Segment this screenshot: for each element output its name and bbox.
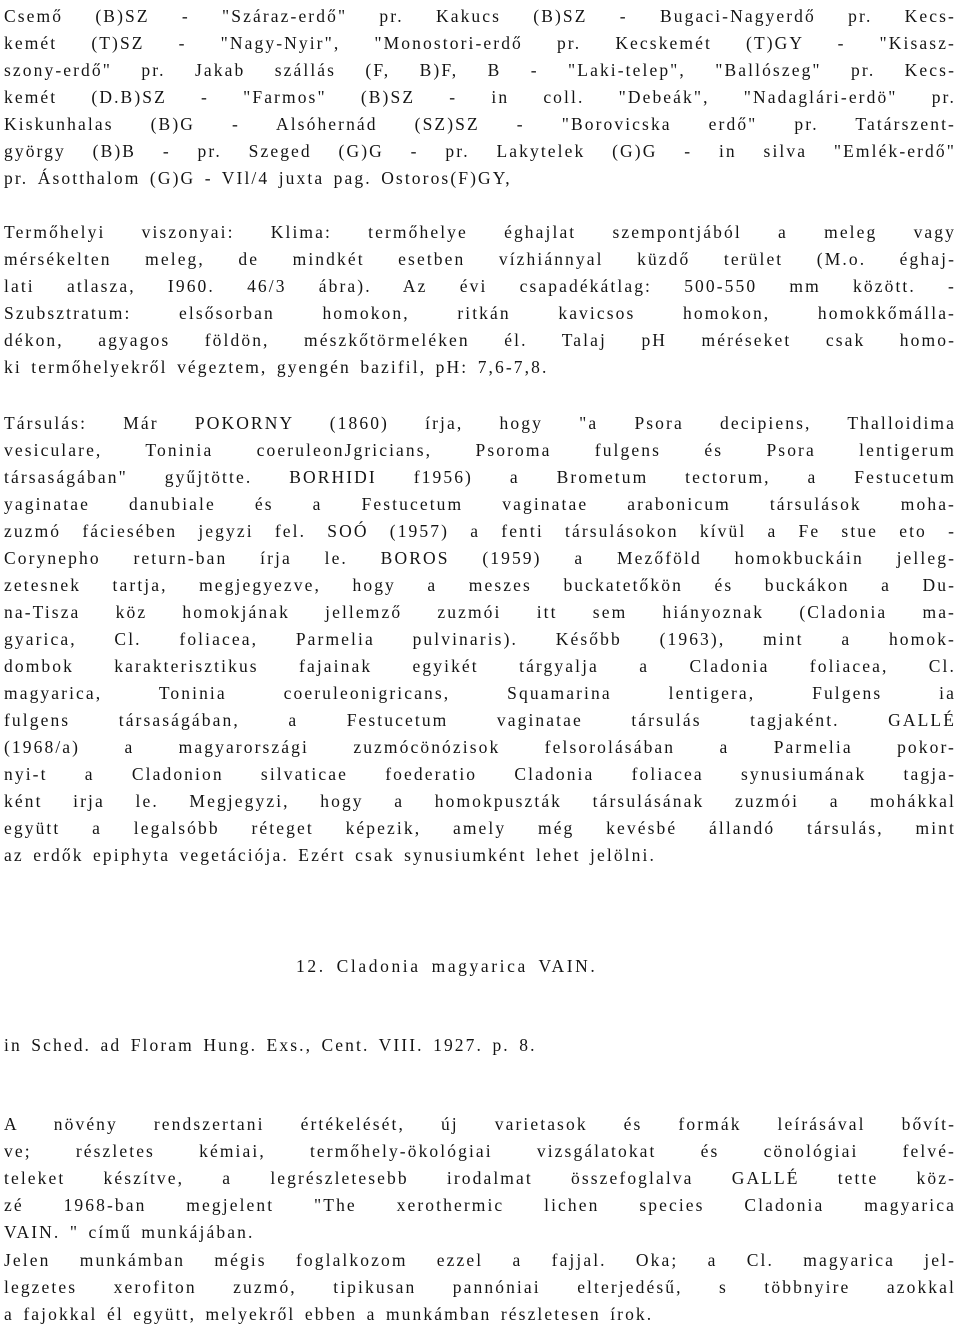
text-line: (1968/a) a magyarországi zuzmócönózisok felsorolásában a Parmelia pokor- bbox=[4, 737, 956, 757]
text-line: ki termőhelyekről végeztem, gyengén bazifil, pH: 7,6-7,8. bbox=[4, 357, 549, 377]
text-line: magyarica, Toninia coeruleonigricans, Squamarina lentigera, Fulgens ia bbox=[4, 683, 956, 703]
text-line: fulgens társaságában, a Festucetum vaginatae társulás tagjaként. GALLÉ bbox=[4, 710, 956, 730]
text-line: ként irja le. Megjegyzi, hogy a homokpuszták társulásának zuzmói a mohákkal bbox=[4, 791, 956, 811]
text-line: Corynepho return-ban írja le. BOROS (1959) a Mezőföld homokbuckáin jelleg- bbox=[4, 548, 956, 568]
text-line: az erdők epiphyta vegetációja. Ezért csak synusiumként lehet jelölni. bbox=[4, 845, 656, 865]
text-line: mérsékelten meleg, de mindkét esetben vízhiánnyal küzdő terület (M.o. éghaj- bbox=[4, 249, 956, 269]
text-line: györgy (B)B - pr. Szeged (G)G - pr. Lakytelek (G)G - in silva "Emlék-erdő" bbox=[4, 141, 956, 161]
text-line: yaginatae danubiale és a Festucetum vaginatae arabonicum társulások moha- bbox=[4, 494, 956, 514]
text-line: társaságában" gyűjtötte. BORHIDI f1956) a Brometum tectorum, a Festucetum bbox=[4, 467, 956, 487]
citation: in Sched. ad Floram Hung. Exs., Cent. VIII. 1927. p. 8. bbox=[4, 1035, 537, 1055]
text-line: együtt a legalsóbb réteget képezik, amely még kevésbé állandó társulás, mint bbox=[4, 818, 956, 838]
text-line: na-Tisza köz homokjának jellemző zuzmói itt sem hiányoznak (Cladonia ma- bbox=[4, 602, 956, 622]
text-line: kemét (D.B)SZ - "Farmos" (B)SZ - in coll. "Debeák", "Nadaglári-erdö" pr. bbox=[4, 87, 956, 107]
text-line: dombok karakterisztikus fajainak egyikét tárgyalja a Cladonia foliacea, Cl. bbox=[4, 656, 956, 676]
text-line: szony-erdő" pr. Jakab szállás (F, B)F, B - "Laki-telep", "Ballószeg" pr. Kecs- bbox=[4, 60, 956, 80]
text-line: zé 1968-ban megjelent "The xerothermic lichen species Cladonia magyarica bbox=[4, 1195, 956, 1215]
text-line: gyarica, Cl. foliacea, Parmelia pulvinaris). Később (1963), mint a homok- bbox=[4, 629, 956, 649]
species-heading: 12. Cladonia magyarica VAIN. bbox=[296, 956, 598, 976]
text-line: zuzmó fáciesében jegyzi fel. SOÓ (1957) a fenti társulásokon kívül a Fe stue eto - bbox=[4, 521, 956, 541]
text-line: a fajokkal él együtt, melyekről ebben a munkámban részletesen írok. bbox=[4, 1304, 654, 1324]
text-line: A növény rendszertani értékelését, új varietasok és formák leírásával bővít- bbox=[4, 1114, 956, 1134]
text-line: Szubsztratum: elsősorban homokon, ritkán kavicsos homokon, homokkőmálla- bbox=[4, 303, 956, 323]
text-line: Kiskunhalas (B)G - Alsóhernád (SZ)SZ - "Borovicska erdő" pr. Tatárszent- bbox=[4, 114, 956, 134]
text-line: Jelen munkámban mégis foglalkozom ezzel a fajjal. Oka; a Cl. magyarica jel- bbox=[4, 1250, 956, 1270]
text-line: pr. Ásotthalom (G)G - VIl/4 juxta pag. Ostoros(F)GY, bbox=[4, 168, 512, 188]
text-line: Termőhelyi viszonyai: Klima: termőhelye éghajlat szempontjából a meleg vagy bbox=[4, 222, 956, 242]
text-line: lati atlasza, I960. 46/3 ábra). Az évi csapadékátlag: 500-550 mm között. - bbox=[4, 276, 956, 296]
text-line: dékon, agyagos földön, mészkőtörmeléken él. Talaj pH méréseket csak homo- bbox=[4, 330, 956, 350]
text-line: vesiculare, Toninia coeruleonJgricians, Psoroma fulgens és Psora lentigerum bbox=[4, 440, 956, 460]
text-line: Csemő (B)SZ - "Száraz-erdő" pr. Kakucs (B)SZ - Bugaci-Nagyerdő pr. Kecs- bbox=[4, 6, 956, 26]
text-line: zetesnek tartja, megjegyezve, hogy a meszes buckatetőkön és buckákon a Du- bbox=[4, 575, 956, 595]
text-line: Társulás: Már POKORNY (1860) írja, hogy "a Psora decipiens, Thalloidima bbox=[4, 413, 956, 433]
text-line: VAIN. " című munkájában. bbox=[4, 1222, 255, 1242]
text-line: legzetes xerofiton zuzmó, tipikusan pannóniai elterjedésű, s többnyire azokkal bbox=[4, 1277, 956, 1297]
text-line: teleket készítve, a legrészletesebb irodalmat összefoglalva GALLÉ tette köz- bbox=[4, 1168, 956, 1188]
text-line: kemét (T)SZ - "Nagy-Nyir", "Monostori-erdő pr. Kecskemét (T)GY - "Kisasz- bbox=[4, 33, 956, 53]
text-line: nyi-t a Cladonion silvaticae foederatio Cladonia foliacea synusiumának tagja- bbox=[4, 764, 956, 784]
text-line: ve; részletes kémiai, termőhely-ökológiai vizsgálatokat és cönológiai felvé- bbox=[4, 1141, 956, 1161]
